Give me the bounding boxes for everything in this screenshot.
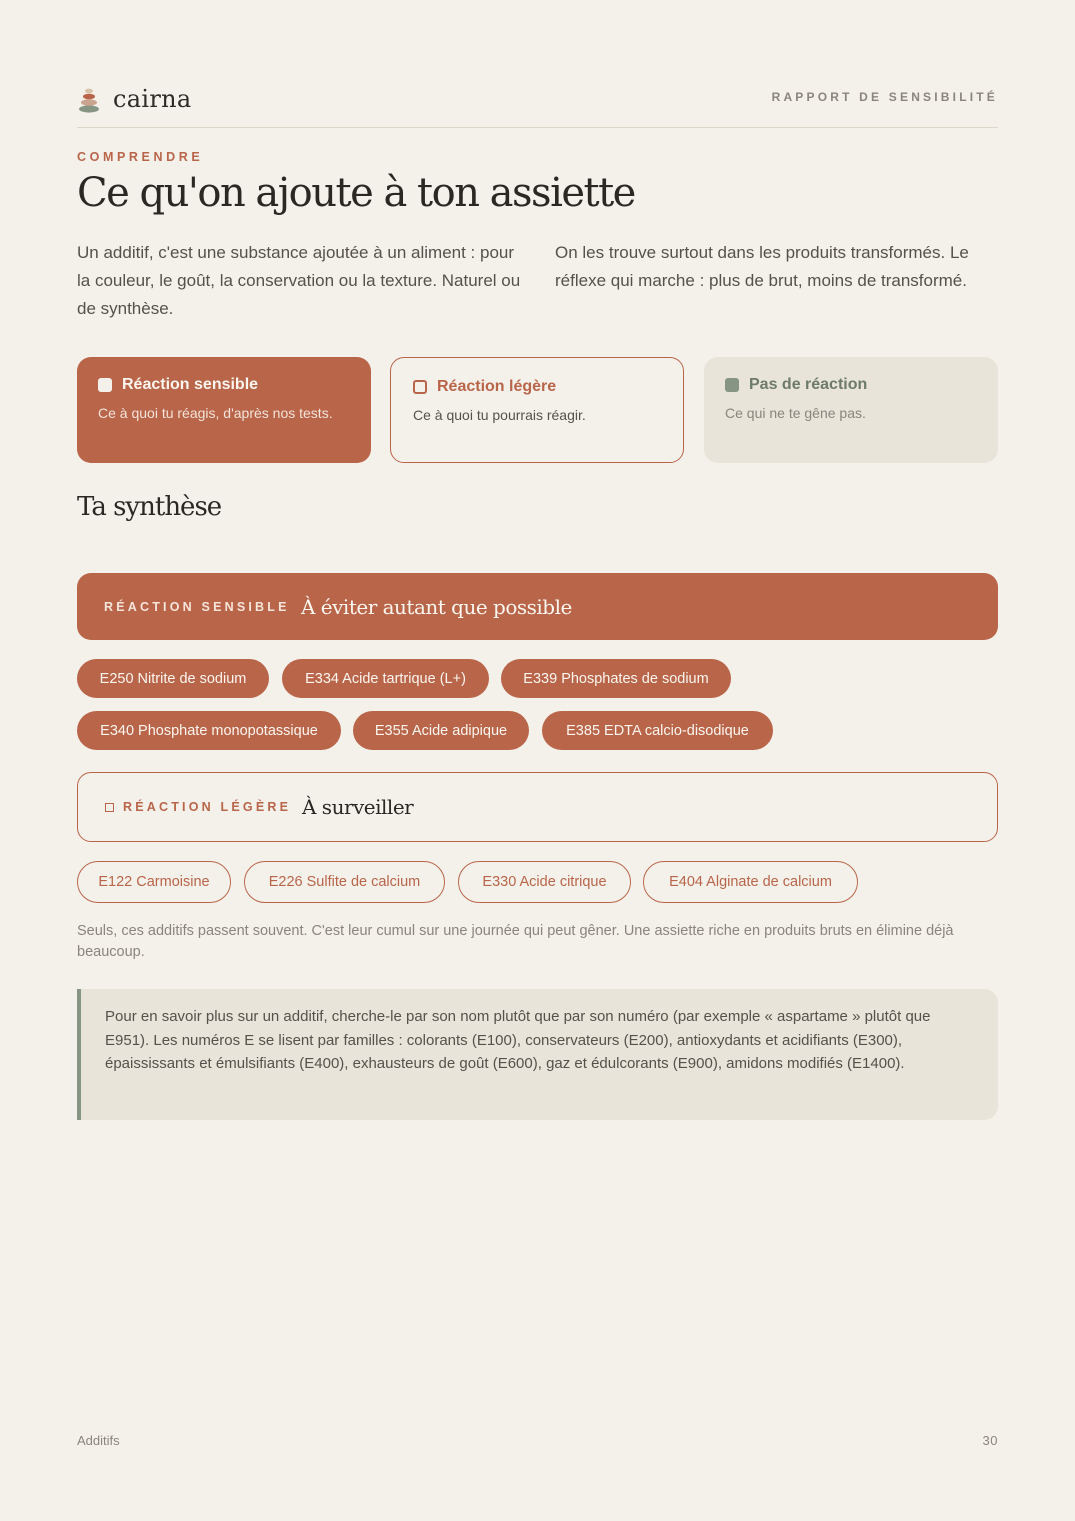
page-title: Ce qu'on ajoute à ton assiette bbox=[77, 170, 635, 216]
light-heading: À surveiller bbox=[302, 795, 414, 819]
tip-box bbox=[77, 989, 998, 1120]
additive-pill: E340 Phosphate monopotassique bbox=[77, 711, 341, 750]
light-band bbox=[77, 772, 998, 842]
stacked-stones-icon bbox=[77, 84, 101, 114]
none-swatch-icon bbox=[725, 378, 739, 392]
legend bbox=[77, 357, 998, 463]
additive-pill: E339 Phosphates de sodium bbox=[501, 659, 731, 698]
additive-pill: E330 Acide citrique bbox=[458, 861, 631, 903]
light-marker-icon bbox=[105, 803, 114, 812]
brand bbox=[77, 84, 191, 114]
sensitive-swatch-icon bbox=[98, 378, 112, 392]
report-type-label: RAPPORT DE SENSIBILITÉ bbox=[771, 90, 998, 104]
intro-left: Un additif, c'est une substance ajoutée à un aliment : pour la couleur, le goût, la conservation ou la texture. Naturel ou de synthèse. bbox=[77, 243, 521, 318]
light-label: RÉACTION LÉGÈRE bbox=[123, 800, 292, 814]
page-number: 30 bbox=[982, 1433, 998, 1448]
additive-pill: E404 Alginate de calcium bbox=[643, 861, 858, 903]
legend-title: Pas de réaction bbox=[749, 376, 868, 393]
additive-pill: E122 Carmoisine bbox=[77, 861, 231, 903]
additive-pill: E334 Acide tartrique (L+) bbox=[282, 659, 489, 698]
additive-pill: E355 Acide adipique bbox=[353, 711, 529, 750]
light-label-wrap bbox=[105, 800, 291, 814]
section-eyebrow: COMPRENDRE bbox=[77, 150, 204, 164]
footer-section: Additifs bbox=[77, 1433, 120, 1448]
additive-pill: E226 Sulfite de calcium bbox=[244, 861, 445, 903]
intro-right: On les trouve surtout dans les produits transformés. Le réflexe qui marche : plus de brut, moins de transformé. bbox=[555, 243, 969, 290]
sensitive-heading: À éviter autant que possible bbox=[301, 594, 572, 619]
legend-title: Réaction sensible bbox=[122, 376, 259, 393]
tip-text: Pour en savoir plus sur un additif, cherche-le par son nom plutôt que par son numéro (par exemple « aspartame » plutôt que E951). Les numéros E se lisent par familles : colorants (E100), conservateurs (E200), antioxydants et acidifiants (E300), épaississants et émulsifiants (E400), exhausteurs de goût (E600), gaz et édulcorants (E900), amidons modifiés (E1400). bbox=[105, 1008, 931, 1072]
brand-name: cairna bbox=[113, 85, 192, 113]
legend-desc: Ce à quoi tu pourrais réagir. bbox=[413, 407, 586, 423]
additive-pill: E385 EDTA calcio-disodique bbox=[542, 711, 773, 750]
legend-title: Réaction légère bbox=[437, 378, 557, 395]
legend-card-light bbox=[390, 357, 684, 463]
legend-card-none bbox=[704, 357, 998, 463]
legend-desc: Ce à quoi tu réagis, d'après nos tests. bbox=[98, 405, 333, 421]
light-swatch-icon bbox=[413, 380, 427, 394]
page-header bbox=[77, 82, 998, 128]
light-note: Seuls, ces additifs passent souvent. C'est leur cumul sur une journée qui peut gêner. Une assiette riche en produits bruts en élimine déjà beaucoup. bbox=[77, 923, 954, 960]
legend-desc: Ce qui ne te gêne pas. bbox=[725, 405, 866, 421]
sensitive-label: RÉACTION SENSIBLE bbox=[104, 599, 290, 614]
sensitive-band bbox=[77, 573, 998, 640]
legend-card-sensitive bbox=[77, 357, 371, 463]
synthesis-title: Ta synthèse bbox=[77, 492, 222, 522]
additive-pill: E250 Nitrite de sodium bbox=[77, 659, 269, 698]
